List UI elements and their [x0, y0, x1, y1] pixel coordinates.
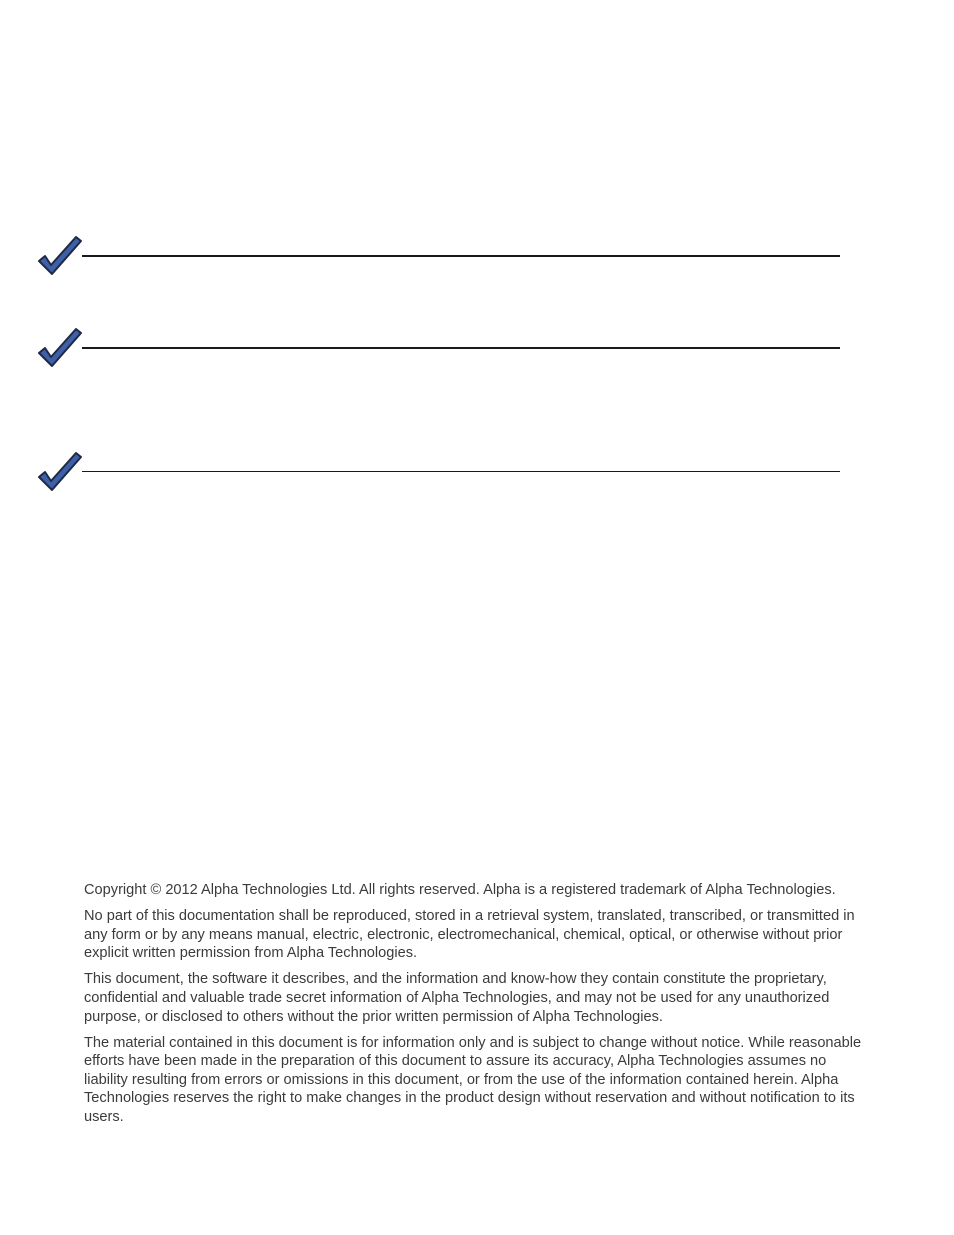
- checklist-row-3: [36, 450, 840, 494]
- checkmark-icon: [36, 326, 82, 368]
- checkmark-icon: [36, 234, 82, 276]
- checklist-row-2: [36, 326, 840, 370]
- write-in-line: [82, 347, 840, 349]
- disclaimer-paragraph: The material contained in this document is for information only and is subject to change without notice. While reasonable efforts have been made in the preparation of this document to assure its accuracy, Alpha Technologies assumes no liability resulting from errors or omissions in this document, or from the use of the information contained herein. Alpha Technologies reserves the right to make changes in the product design without reservation and without notification to its users.: [84, 1034, 862, 1126]
- write-in-line: [82, 255, 840, 257]
- reproduction-paragraph: No part of this documentation shall be reproduced, stored in a retrieval system, translated, transcribed, or transmitted in any form or by any means manual, electric, electronic, electromechanical, chemical, optical, or otherwise without prior explicit written permission from Alpha Technologies.: [84, 908, 855, 962]
- checklist-row-1: [36, 234, 840, 278]
- copyright-paragraph: Copyright © 2012 Alpha Technologies Ltd. All rights reserved. Alpha is a registered trademark of Alpha Technologies.: [84, 882, 836, 898]
- checkmark-icon: [36, 450, 82, 492]
- legal-notice: [84, 881, 872, 1134]
- write-in-line: [82, 471, 840, 472]
- proprietary-paragraph: This document, the software it describes, and the information and know-how they contain constitute the proprietary, confidential and valuable trade secret information of Alpha Technologies, and may not be used for any unauthorized purpose, or disclosed to others without the prior written permission of Alpha Technologies.: [84, 971, 830, 1025]
